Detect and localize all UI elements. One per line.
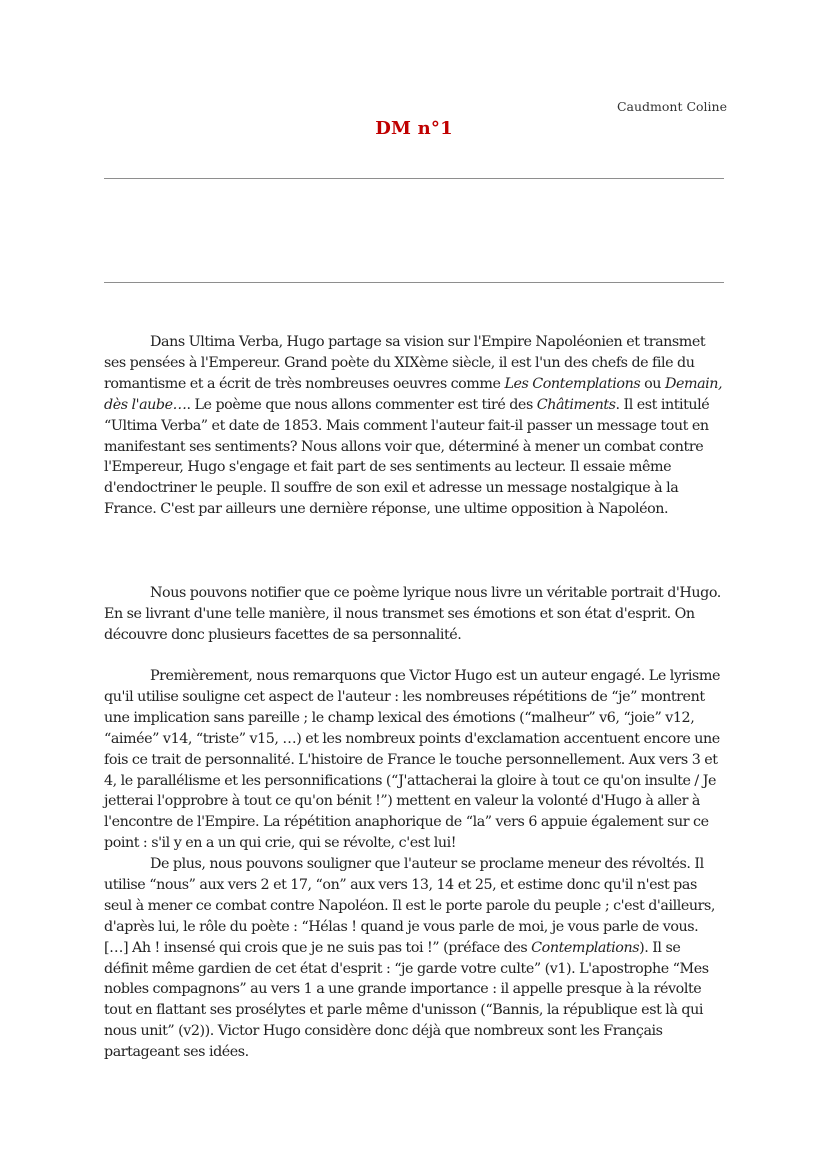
paragraph-text: De plus, nous pouvons souligner que l'auteur se proclame meneur des révoltés. Il utilise “nous” aux vers 2 et 17, “on” aux vers 13, 14 et 25, et estime donc qu'il n'est pas seul à mener ce combat contre Napoléon. Il est le porte parole du peuple ; c'est d'ailleurs, d'après lui, le rôle du poète : “Hélas ! quand je vous parle de moi, je vous parle de vous. […] Ah ! insensé qui crois que je ne suis pas toi !” (préface des Contemplations). Il se définit même gardien de cet état d'esprit : “je garde votre culte” (v1). L'apostrophe “Mes nobles compagnons” au vers 1 a une grande importance : il appelle presque à la révolte tout en flattant ses prosélytes et parle même d'unisson (“Bannis, la république est là qui nous unit” (v2)). Victor Hugo considère donc déjà que nombreux sont les Français partageant ses idées.	[104, 856, 715, 1061]
horizontal-rule-top	[104, 178, 724, 179]
paragraph-leader	[104, 854, 726, 1063]
author-name: Caudmont Coline	[616, 99, 727, 114]
work-title-demain: Demain, dès l'aube…	[104, 375, 723, 413]
work-title-chatiments: Châtiments	[536, 396, 616, 413]
paragraph-engaged-author	[104, 666, 726, 854]
paragraph-portrait	[104, 583, 726, 646]
paragraph-text: Nous pouvons notifier que ce poème lyrique nous livre un véritable portrait d'Hugo. En se livrant d'une telle manière, il nous transmet ses émotions et son état d'esprit. On découvre donc plusieurs facettes de sa personnalité.	[104, 585, 721, 643]
paragraph-text: Dans Ultima Verba, Hugo partage sa vision sur l'Empire Napoléonien et transmet ses pensées à l'Empereur. Grand poète du XIXème siècle, il est l'un des chefs de file du romantisme et a écrit de très nombreuses oeuvres comme Les Contemplations ou Demain, dès l'aube…. Le poème que nous allons commenter est tiré des Châtiments. Il est intitulé “Ultima Verba” et date de 1853. Mais comment l'auteur fait-il passer un message tout en manifestant ses sentiments? Nous allons voir que, déterminé à mener un combat contre l'Empereur, Hugo s'engage et fait part de ses sentiments au lecteur. Il essaie même d'endoctriner le peuple. Il souffre de son exil et adresse un message nostalgique à la France. C'est par ailleurs une dernière réponse, une ultime opposition à Napoléon.	[104, 334, 723, 518]
work-title-contemplations: Les Contemplations	[504, 375, 641, 392]
document-title: DM n°1	[375, 118, 453, 139]
paragraph-text: Premièrement, nous remarquons que Victor Hugo est un auteur engagé. Le lyrisme qu'il utilise souligne cet aspect de l'auteur : les nombreuses répétitions de “je” montrent une implication sans pareille ; le champ lexical des émotions (“malheur” v6, “joie” v12, “aimée” v14, “triste” v15, …) et les nombreux points d'exclamation accentuent encore une fois ce trait de personnalité. L'histoire de France le touche personnellement. Aux vers 3 et 4, le parallélisme et les personnifications (“J'attacherai la gloire à tout ce qu'on insulte / Je jetterai l'opprobre à tout ce qu'on bénit !”) mettent en valeur la volonté d'Hugo à aller à l'encontre de l'Empire. La répétition anaphorique de “la” vers 6 appuie également sur ce point : s'il y en a un qui crie, qui se révolte, c'est lui!	[104, 668, 720, 852]
paragraph-introduction	[104, 332, 726, 520]
work-title-contemplations: Contemplations	[531, 939, 640, 956]
horizontal-rule-bottom	[104, 282, 724, 283]
